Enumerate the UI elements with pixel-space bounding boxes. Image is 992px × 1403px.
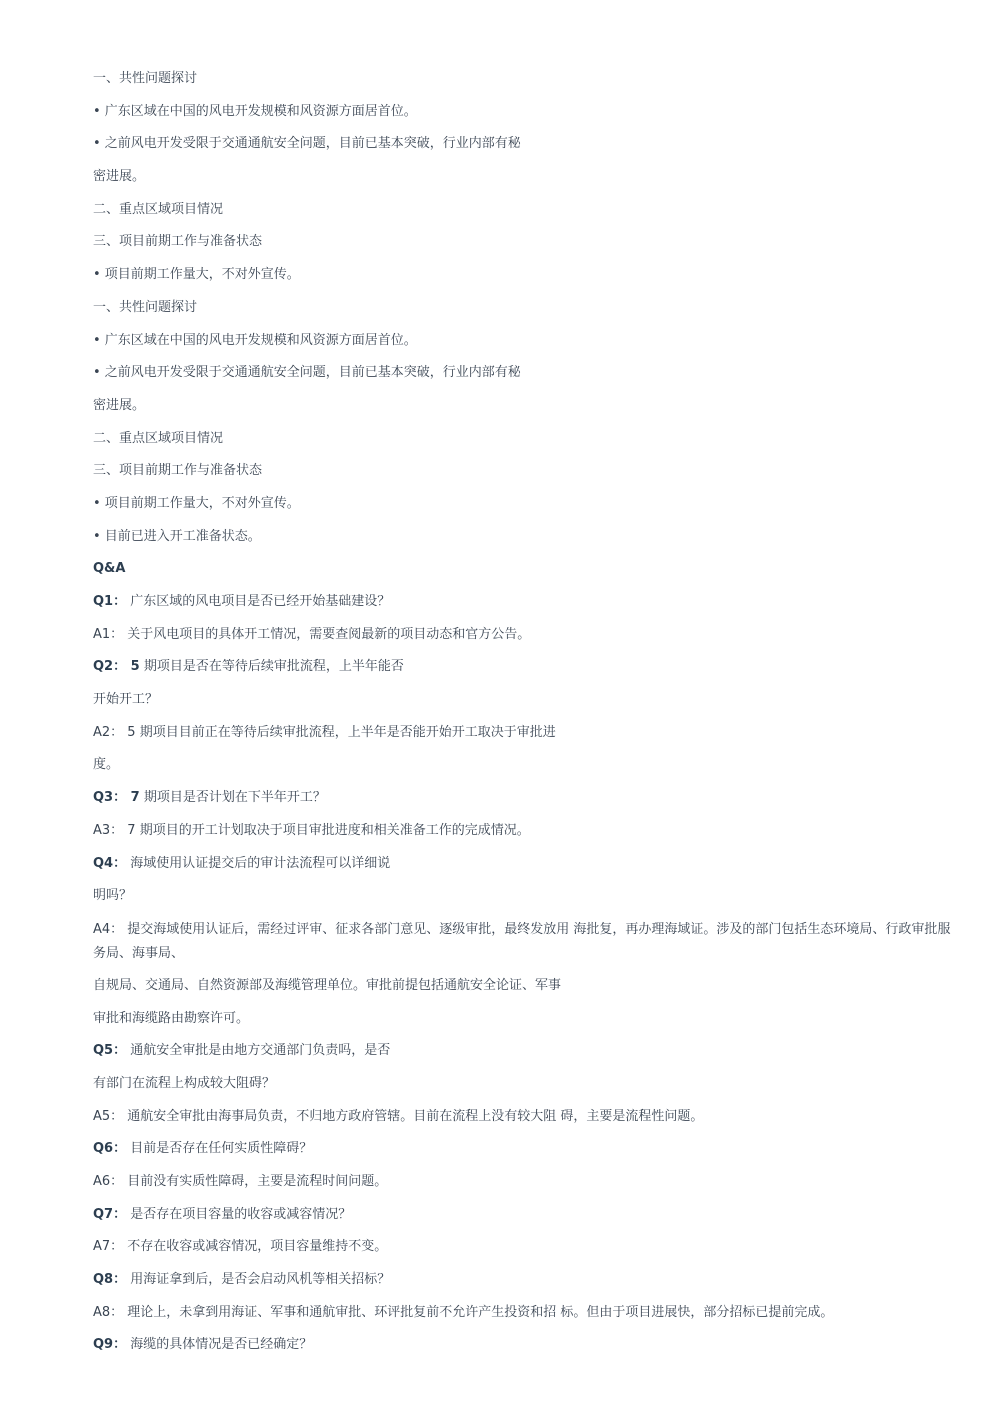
answer-3 bbox=[93, 820, 953, 842]
intro-line: 二、重点区域项目情况 bbox=[93, 430, 224, 446]
answer-label: A3： bbox=[93, 822, 124, 838]
answer-4 bbox=[93, 918, 953, 966]
question-number: 5 bbox=[126, 659, 140, 675]
intro-line: • 目前已进入开工准备状态。 bbox=[93, 528, 261, 544]
answer-4-continued-2: 审批和海缆路由勘察许可。 bbox=[93, 1010, 250, 1026]
answer-2-continued: 度。 bbox=[93, 757, 120, 773]
question-7 bbox=[93, 1204, 953, 1226]
question-label: Q8： bbox=[93, 1272, 127, 1288]
question-text: 通航安全审批是由地方交通部门负责吗，是否 bbox=[126, 1043, 391, 1059]
question-text: 用海证拿到后，是否会启动风机等相关招标？ bbox=[126, 1272, 391, 1288]
question-label: Q2： bbox=[93, 659, 127, 675]
answer-text: 通航安全审批由海事局负责，不归地方政府管辖。目前在流程上没有较大阻 碍，主要是流程性问题。 bbox=[123, 1108, 704, 1124]
question-4 bbox=[93, 853, 953, 875]
intro-line: • 广东区域在中国的风电开发规模和风资源方面居首位。 bbox=[93, 103, 417, 119]
answer-text: 目前没有实质性障碍，主要是流程时间问题。 bbox=[123, 1174, 388, 1189]
answer-7 bbox=[93, 1236, 953, 1258]
answer-label: A5： bbox=[93, 1108, 124, 1124]
intro-line: 一、共性问题探讨 bbox=[93, 299, 198, 315]
question-label: Q1： bbox=[93, 594, 127, 609]
answer-8 bbox=[93, 1302, 953, 1324]
question-label: Q5： bbox=[93, 1043, 127, 1059]
intro-line: • 项目前期工作量大，不对外宣传。 bbox=[93, 495, 300, 511]
intro-line: • 之前风电开发受限于交通通航安全问题，目前已基本突破，行业内部有秘 bbox=[93, 365, 521, 381]
question-text: 期项目是否计划在下半年开工？ bbox=[139, 790, 326, 806]
intro-line: 三、项目前期工作与准备状态 bbox=[93, 234, 263, 250]
answer-text: 理论上，未拿到用海证、军事和通航审批、环评批复前不允许产生投资和招 标。但由于项目进展快，部分招标已提前完成。 bbox=[123, 1304, 834, 1320]
answer-text: 关于风电项目的具体开工情况，需要查阅最新的项目动态和官方公告。 bbox=[123, 626, 531, 642]
question-5 bbox=[93, 1040, 953, 1062]
question-label: Q4： bbox=[93, 855, 127, 871]
question-3 bbox=[93, 787, 953, 809]
question-text: 期项目是否在等待后续审批流程，上半年能否 bbox=[139, 659, 404, 675]
answer-label: A6： bbox=[93, 1174, 124, 1189]
question-5-continued: 有部门在流程上构成较大阻碍？ bbox=[93, 1075, 276, 1091]
question-1 bbox=[93, 591, 953, 613]
answer-label: A8： bbox=[93, 1304, 124, 1320]
answer-1 bbox=[93, 624, 953, 646]
question-text: 海缆的具体情况是否已经确定？ bbox=[126, 1337, 313, 1353]
intro-line: 一、共性问题探讨 bbox=[93, 71, 198, 86]
question-text: 目前是否存在任何实质性障碍？ bbox=[126, 1141, 313, 1157]
answer-5 bbox=[93, 1106, 953, 1128]
intro-line: • 之前风电开发受限于交通通航安全问题，目前已基本突破，行业内部有秘 bbox=[93, 136, 521, 152]
question-4-continued: 明吗？ bbox=[93, 888, 133, 904]
question-text: 是否存在项目容量的收容或减容情况？ bbox=[126, 1206, 352, 1222]
question-label: Q7： bbox=[93, 1206, 127, 1222]
intro-line: 密进展。 bbox=[93, 397, 146, 413]
answer-6 bbox=[93, 1171, 953, 1193]
answer-label: A7： bbox=[93, 1239, 124, 1255]
answer-text: 提交海域使用认证后，需经过评审、征求各部门意见、逐级审批，最终发放用 海批复，再办理海域证。涉及的部门包括生态环境局、行政审批服务局、海事局、 bbox=[93, 921, 951, 961]
question-label: Q6： bbox=[93, 1141, 127, 1157]
question-label: Q9： bbox=[93, 1337, 127, 1353]
intro-line: 密进展。 bbox=[93, 169, 146, 185]
question-2 bbox=[93, 656, 953, 678]
document-page bbox=[93, 68, 953, 1367]
intro-line: 三、项目前期工作与准备状态 bbox=[93, 463, 263, 479]
intro-line: 二、重点区域项目情况 bbox=[93, 201, 224, 217]
answer-label: A2： bbox=[93, 724, 124, 740]
answer-text: 7 期项目的开工计划取决于项目审批进度和相关准备工作的完成情况。 bbox=[123, 822, 530, 838]
answer-text: 不存在收容或减容情况，项目容量维持不变。 bbox=[123, 1239, 388, 1255]
question-2-continued: 开始开工？ bbox=[93, 692, 159, 708]
intro-line: • 广东区域在中国的风电开发规模和风资源方面居首位。 bbox=[93, 332, 417, 348]
question-8 bbox=[93, 1269, 953, 1291]
question-number: 7 bbox=[126, 790, 140, 806]
answer-4-continued-1: 自规局、交通局、自然资源部及海缆管理单位。审批前提包括通航安全论证、军事 bbox=[93, 977, 562, 993]
question-9 bbox=[93, 1334, 953, 1356]
question-text: 广东区域的风电项目是否已经开始基础建设？ bbox=[126, 594, 391, 609]
answer-label: A1： bbox=[93, 626, 124, 642]
intro-section bbox=[93, 68, 953, 548]
question-6 bbox=[93, 1138, 953, 1160]
qa-heading: Q&A bbox=[93, 561, 126, 577]
question-text: 海域使用认证提交后的审计法流程可以详细说 bbox=[126, 855, 391, 871]
answer-2 bbox=[93, 722, 953, 744]
answer-text: 5 期项目目前正在等待后续审批流程，上半年是否能开始开工取决于审批进 bbox=[123, 724, 556, 740]
answer-label: A4： bbox=[93, 921, 124, 937]
intro-line: • 项目前期工作量大，不对外宣传。 bbox=[93, 267, 300, 283]
question-label: Q3： bbox=[93, 790, 127, 806]
